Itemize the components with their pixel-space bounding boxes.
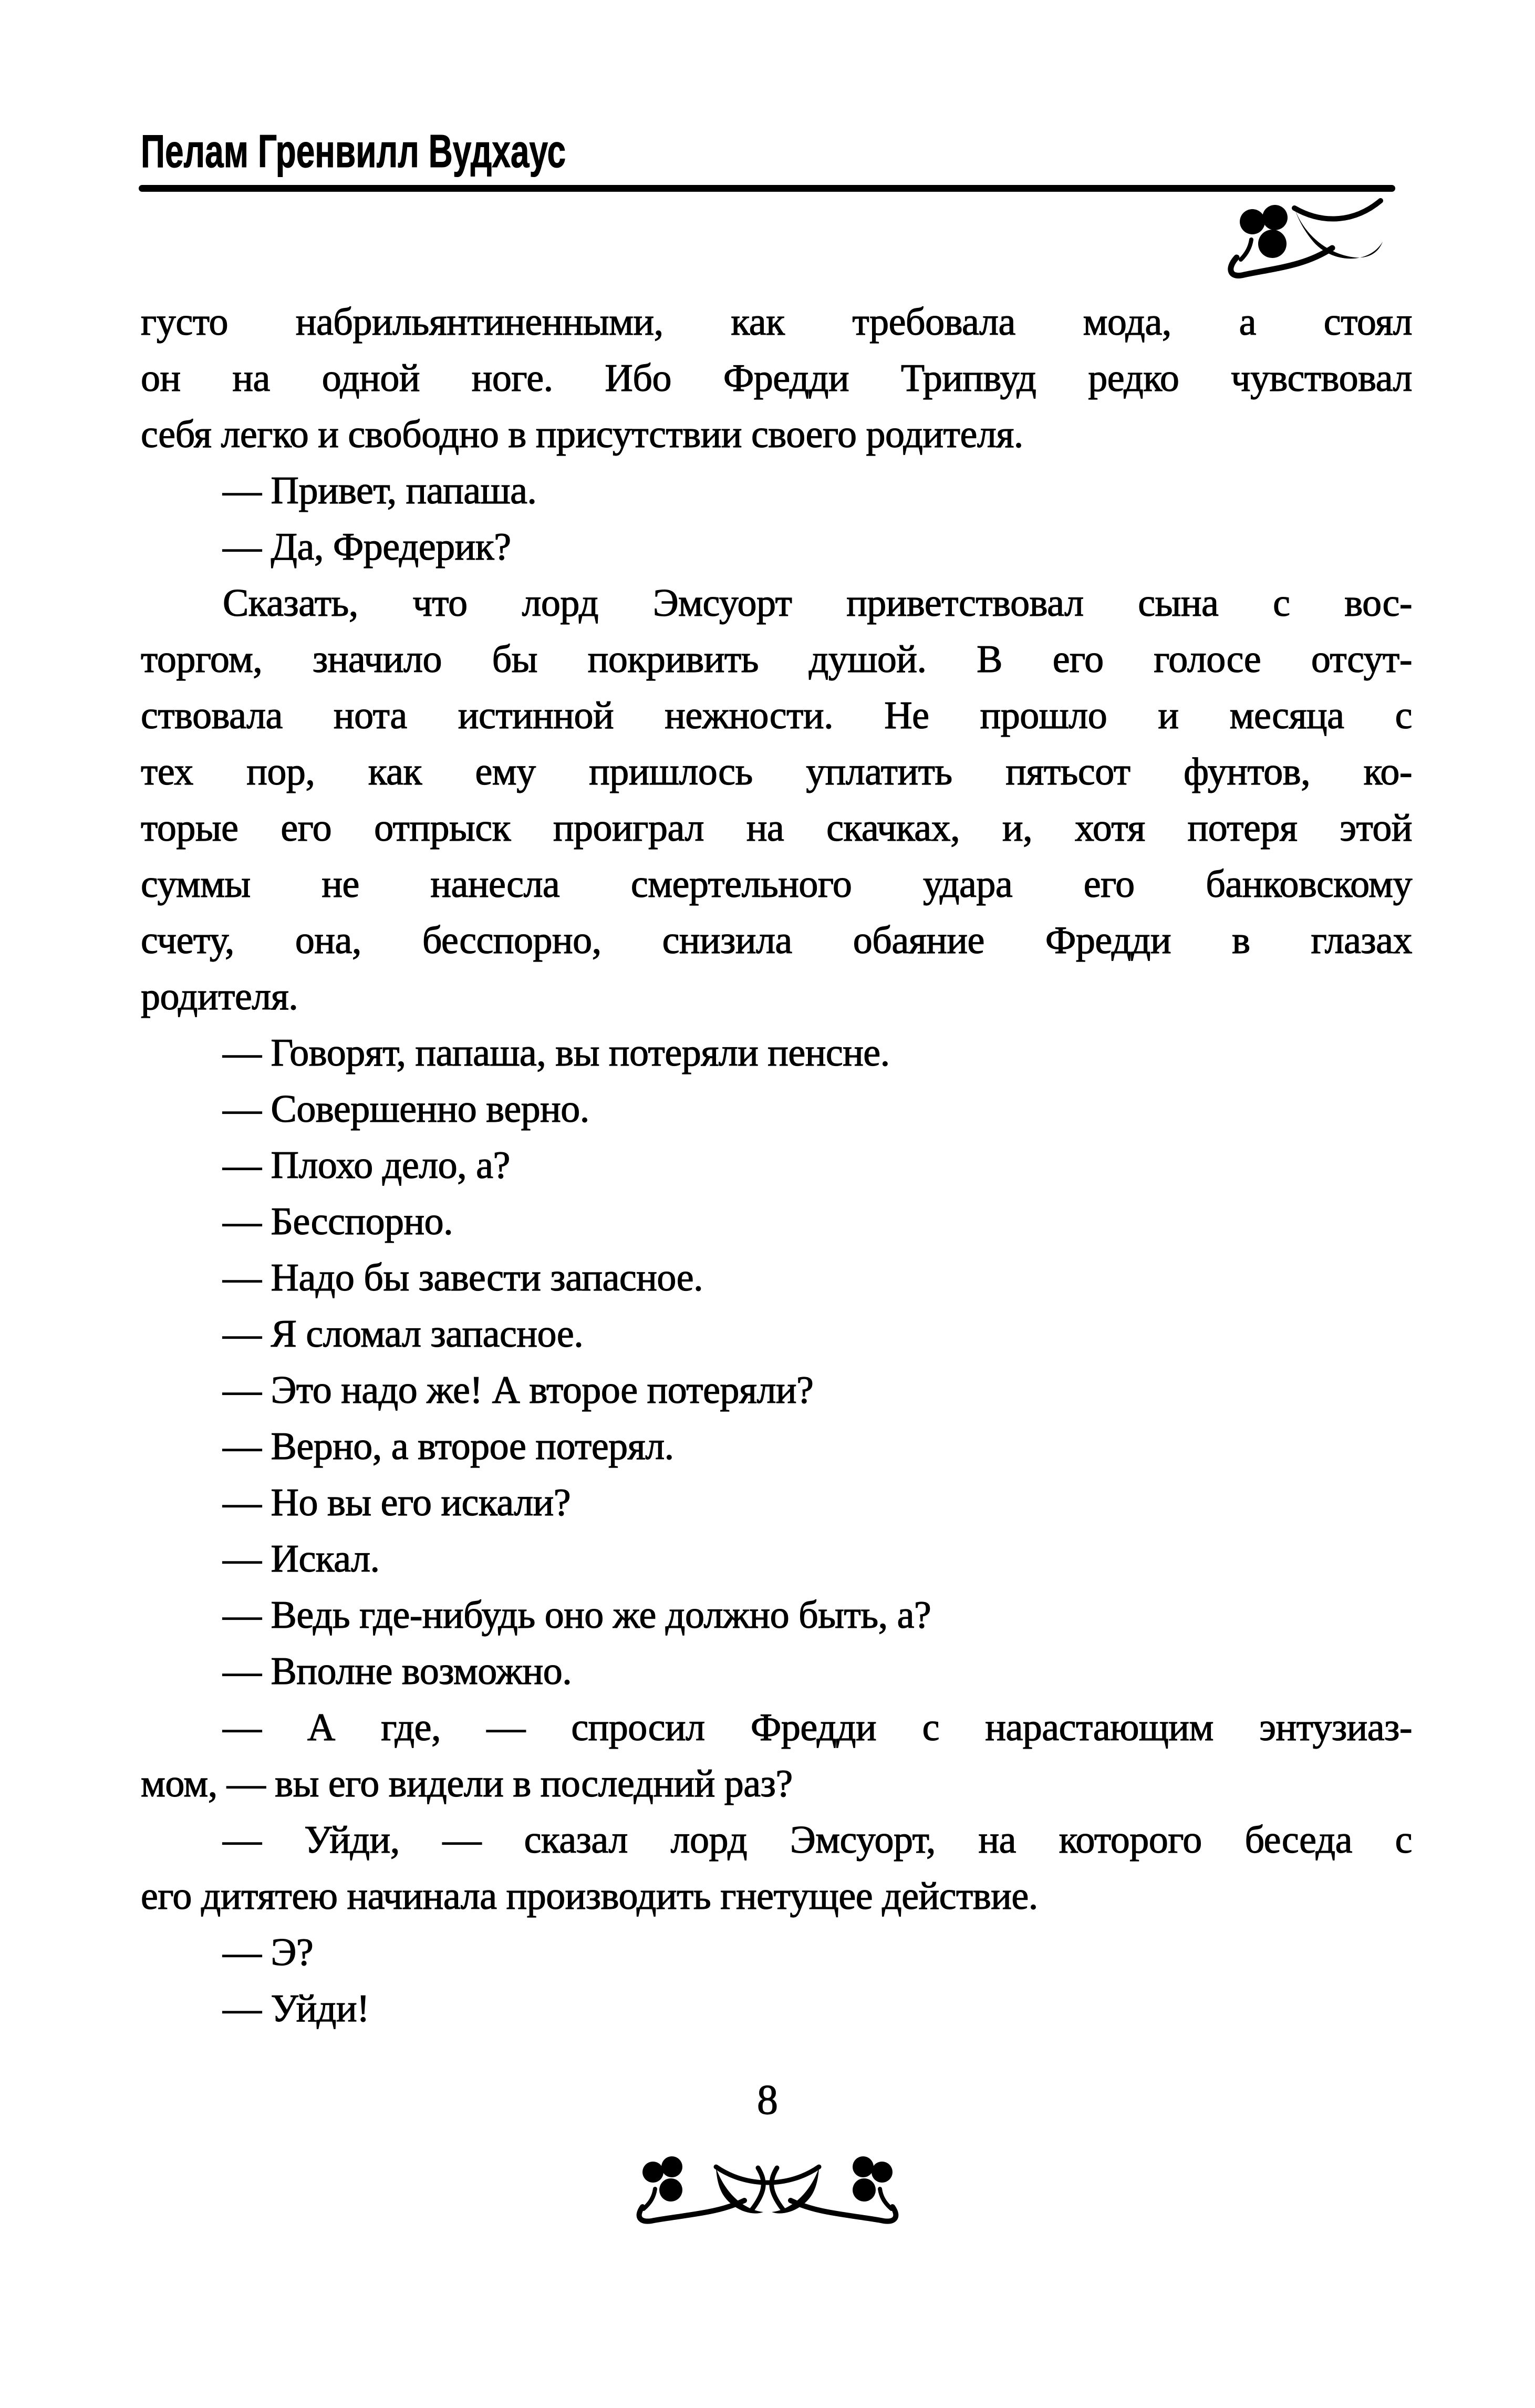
body-text (141, 294, 1412, 2037)
text-line: торые его отпрыск проиграл на скачках, и, хотя потеря этой (141, 807, 1412, 850)
text-line: — Уйди, — сказал лорд Эмсуорт, на которого беседа с (223, 1818, 1412, 1862)
text-line: — Уйди! (223, 1987, 370, 2030)
text-line: тех пор, как ему пришлось уплатить пятьсот фунтов, ко- (141, 750, 1412, 793)
text-line: — Говорят, папаша, вы потеряли пенсне. (223, 1031, 890, 1074)
text-line: — Надо бы завести запасное. (223, 1256, 703, 1299)
text-line: — Искал. (223, 1537, 380, 1580)
text-line: суммы не нанесла смертельного удара его банковскому (141, 863, 1412, 906)
text-line: густо набрильянтиненными, как требовала мода, а стоял (141, 301, 1412, 344)
page-number: 8 (757, 2077, 778, 2123)
text-line: — Верно, а второе потерял. (223, 1425, 674, 1468)
text-line: — Но вы его искали? (223, 1481, 571, 1524)
text-line: — Плохо дело, а? (223, 1144, 510, 1187)
running-header-author: Пелам Гренвилл Вудхаус (141, 126, 566, 178)
text-line: мом, — вы его видели в последний раз? (141, 1762, 793, 1805)
text-line: — Э? (223, 1931, 314, 1974)
text-line: — Вполне возможно. (223, 1650, 572, 1693)
text-line: его дитятею начинала производить гнетущее действие. (141, 1875, 1038, 1918)
text-line: — Привет, папаша. (223, 469, 537, 512)
text-line: — Это надо же! А второе потеряли? (223, 1369, 814, 1412)
text-line: родителя. (141, 975, 298, 1018)
text-line: Сказать, что лорд Эмсуорт приветствовал сына с вос- (223, 582, 1412, 625)
text-line: себя легко и свободно в присутствии своего родителя. (141, 413, 1023, 456)
clover-ribbon-flourish-icon (1220, 195, 1398, 290)
text-line: ствовала нота истинной нежности. Не прошло и месяца с (141, 694, 1412, 737)
text-line: — Да, Фредерик? (223, 525, 511, 569)
text-line: он на одной ноге. Ибо Фредди Трипвуд редко чувствовал (141, 357, 1412, 400)
text-line: — Ведь где-нибудь оно же должно быть, а? (223, 1594, 931, 1637)
header-rule (139, 185, 1395, 192)
text-line: — Бесспорно. (223, 1200, 453, 1243)
text-line: торгом, значило бы покривить душой. В его голосе отсут- (141, 638, 1412, 681)
text-line: счету, она, бесспорно, снизила обаяние Фредди в глазах (141, 919, 1412, 962)
mirrored-clover-ribbon-flourish-icon (626, 2140, 909, 2226)
text-line: — Совершенно верно. (223, 1088, 589, 1131)
text-line: — Я сломал запасное. (223, 1312, 584, 1356)
text-line: — А где, — спросил Фредди с нарастающим энтузиаз- (223, 1706, 1412, 1749)
